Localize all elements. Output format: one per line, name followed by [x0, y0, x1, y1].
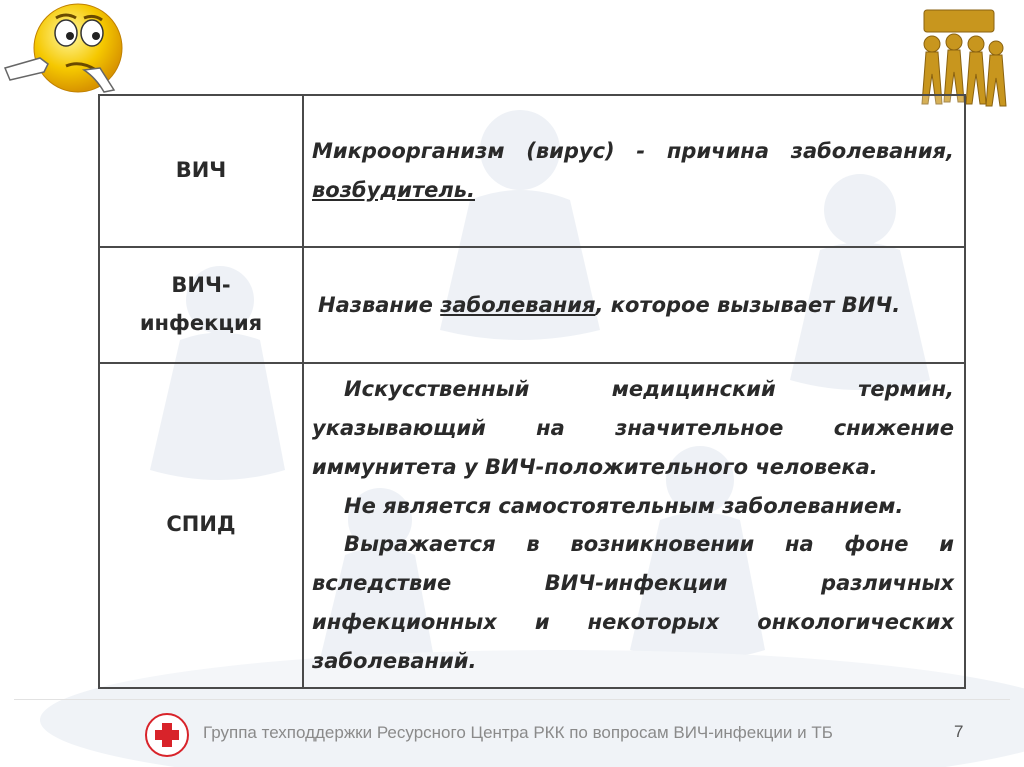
footer-text: Группа техподдержки Ресурсного Центра РКК по вопросам ВИЧ-инфекции и ТБ	[203, 723, 833, 742]
definition-aids-para1-line1: Искусственный медицинский термин,	[344, 377, 954, 401]
page-number: 7	[954, 722, 964, 741]
definition-aids-para3-line2: вследствие ВИЧ-инфекции различных	[312, 571, 954, 596]
term-hiv-infection-line2: инфекция	[139, 311, 263, 335]
term-cell	[99, 363, 303, 688]
definition-aids-para3-line4: заболеваний.	[312, 648, 477, 673]
table-row	[99, 95, 965, 247]
definition-aids-para3-line3: инфекционных и некоторых онкологических	[312, 610, 954, 635]
definition-aids-para2: Не является самостоятельным заболеванием.	[344, 493, 904, 518]
definition-hiv-infection-before: Название	[318, 292, 441, 317]
term-aids: СПИД	[166, 512, 236, 537]
definition-cell	[303, 363, 965, 688]
definition-aids-para3-line1: Выражается в возникновении на фоне и	[344, 532, 954, 557]
footer-divider	[14, 699, 1010, 700]
definitions-table	[98, 94, 966, 689]
definition-cell	[303, 247, 965, 363]
table-row	[99, 247, 965, 363]
definition-hiv-underlined: возбудитель.	[312, 178, 475, 202]
term-hiv-infection-line1: ВИЧ-	[171, 273, 231, 298]
term-hiv: ВИЧ	[175, 158, 227, 183]
definition-hiv-infection-after: , которое вызывает ВИЧ.	[595, 292, 901, 317]
term-cell	[99, 95, 303, 247]
thinking-smiley-icon	[0, 0, 135, 105]
term-cell	[99, 247, 303, 363]
definition-cell	[303, 95, 965, 247]
table-row	[99, 363, 965, 688]
red-cross-logo-icon	[144, 712, 190, 758]
definition-aids-para1-line3: иммунитета у ВИЧ-положительного человека.	[312, 454, 878, 479]
definition-aids-para1-line2: указывающий на значительное снижение	[312, 415, 954, 440]
definition-hiv-text: Микроорганизм (вирус) - причина заболевания,	[312, 139, 954, 164]
definition-hiv-infection-underlined: заболевания	[440, 292, 596, 317]
